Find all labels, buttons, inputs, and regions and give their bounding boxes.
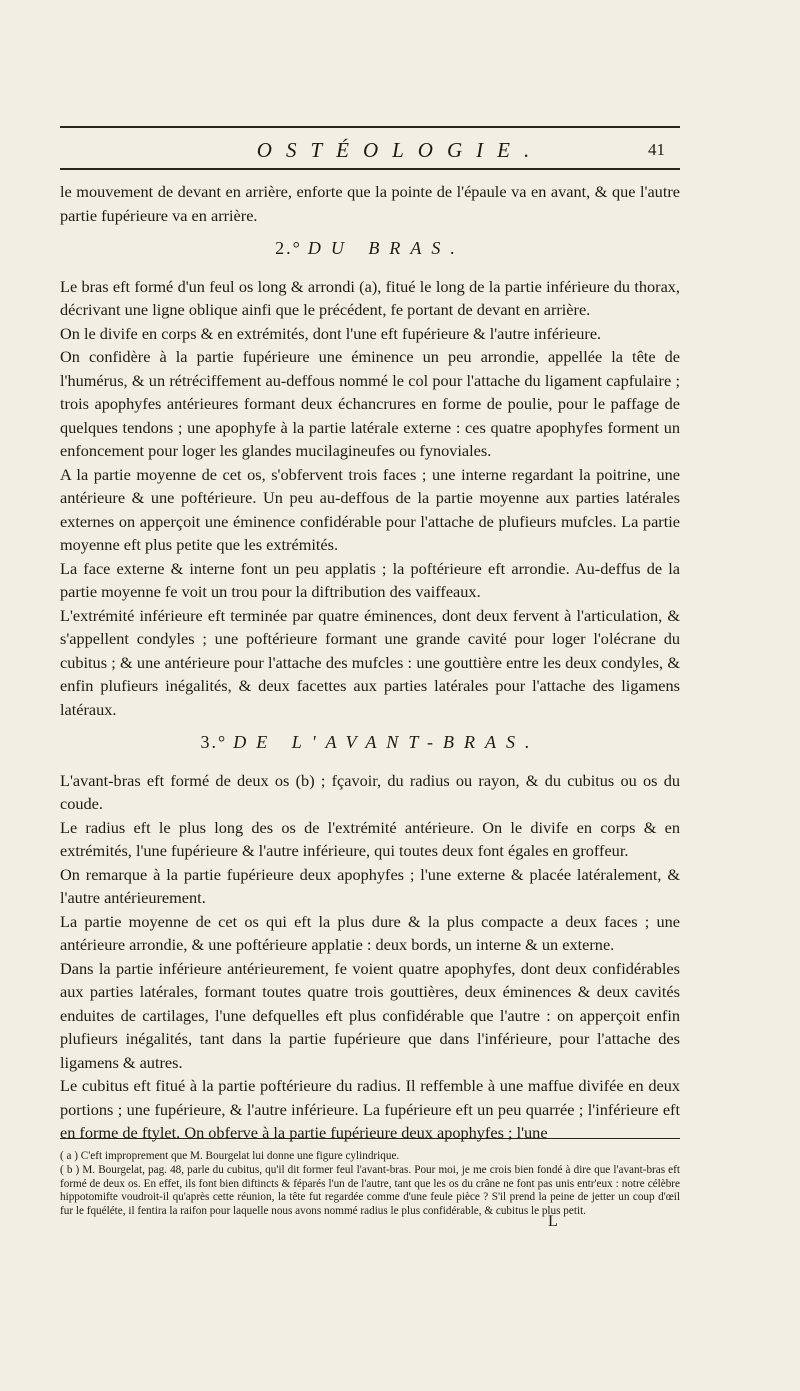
section-title: DU BRAS. — [307, 238, 465, 258]
footnote-b: ( b ) M. Bourgelat, pag. 48, parle du cubitus, qu'il dit former feul l'avant-bras. Pour moi, je me crois bien fondé à dire que l'avant-bras eft formé de deux os. En effet, ils font bien diftincts & féparés l'un de l'autre, tant que les os du crâne ne font pas unis entr'eux : notre célèbre hippotomifte voudroit-il qu'après cette réunion, la tête fut regardée comme d'une feule pièce ? S'il prend la peine de jetter un coup d'œil fur le fquéléte, il fentira la raifon pour laquelle nous avons nommé radius le plus confidérable, & cubitus le plus petit. — [60, 1163, 680, 1218]
paragraph: On le divife en corps & en extrémités, dont l'une eft fupérieure & l'autre inférieure. — [60, 323, 602, 343]
header-bottom-rule — [60, 168, 680, 170]
main-text — [60, 180, 680, 1145]
section-heading-avant-bras — [60, 731, 680, 755]
paragraph: Le cubitus eft fitué à la partie poftérieure du radius. Il reffemble à une maffue divifée en deux portions ; une fupérieure, & l'autre inférieure. La fupérieure eft un peu quarrée ; l'inférieure eft en forme de ftylet. On obferve à la partie fupérieure deux apophyfes ; l'une — [60, 1076, 680, 1142]
paragraph: La partie moyenne de cet os qui eft la plus dure & la plus compacte a deux faces ; une antérieure arrondie, & une poftérieure applatie : deux bords, un interne & un externe. — [60, 911, 680, 954]
section-number: 3.° — [200, 732, 228, 752]
paragraph: Le bras eft formé d'un feul os long & arrondi (a), fitué le long de la partie inférieure du thorax, décrivant une ligne oblique ainfi que le précédent, fe portant de devant en arrière. — [60, 276, 680, 319]
page-number: 41 — [648, 140, 665, 159]
section-title: DE L'AVANT-BRAS. — [233, 732, 540, 752]
footnotes — [60, 1150, 680, 1219]
intro-paragraph: le mouvement de devant en arrière, enforte que la pointe de l'épaule va en avant, & que l'autre partie fupérieure va en arrière. — [60, 182, 680, 225]
running-head: OSTÉOLOGIE. — [256, 138, 544, 162]
paragraph: L'extrémité inférieure eft terminée par quatre éminences, dont deux fervent à l'articulation, & s'appellent condyles ; une poftérieure formant une grande cavité pour loger l'olécrane du cubitus ; & une antérieure pour l'attache des mufcles : une gouttière entre les deux condyles, & enfin plufieurs inégalités, & deux facettes aux parties latérales pour l'attache des ligamens latéraux. — [60, 605, 680, 719]
section-number: 2.° — [275, 238, 302, 258]
paragraph: Le radius eft le plus long des os de l'extrémité antérieure. On le divife en corps & en extrémités, l'une fupérieure & l'autre inférieure, qui toutes deux font égales en groffeur. — [60, 817, 680, 860]
paragraph: On remarque à la partie fupérieure deux apophyfes ; l'une externe & placée latéralement, & l'autre antérieurement. — [60, 864, 680, 907]
paragraph: A la partie moyenne de cet os, s'obfervent trois faces ; une interne regardant la poitrine, une antérieure & une poftérieure. Un peu au-deffous de la partie moyenne aux parties latérales externes on apperçoit une éminence confidérable pour l'attache de plufieurs mufcles. La partie moyenne eft plus petite que les extrémités. — [60, 464, 680, 554]
footnote-rule — [60, 1138, 680, 1139]
footnote-a: ( a ) C'eft improprement que M. Bourgelat lui donne une figure cylindrique. — [60, 1150, 400, 1162]
paragraph: La face externe & interne font un peu applatis ; la poftérieure eft arrondie. Au-deffus de la partie moyenne fe voit un trou pour la diftribution des vaiffeaux. — [60, 558, 680, 601]
section-heading-du-bras — [60, 237, 680, 261]
header-top-rule — [60, 126, 680, 128]
paragraph: On confidère à la partie fupérieure une éminence un peu arrondie, appellée la tête de l'humérus, & un rétréciffement au-deffous nommé le col pour l'attache du ligament capfulaire ; trois apophyfes antérieures formant deux échancrures en forme de poulie, pour le paffage de quelques tendons ; une apophyfe à la partie latérale externe : ces quatre apophyfes forment un enfoncement pour loger les glandes mucilagineufes ou fynoviales. — [60, 347, 680, 460]
paragraph: Dans la partie inférieure antérieurement, fe voient quatre apophyfes, dont deux confidérables aux parties latérales, formant toutes quatre trois gouttières, deux éminences & deux cavités enduites de cartilages, l'une defquelles eft plus confidérable que l'autre : on apperçoit enfin plufieurs inégalités, tant dans la partie fupérieure que dans l'inférieure, pour l'attache des ligamens & autres. — [60, 958, 680, 1072]
paragraph: L'avant-bras eft formé de deux os (b) ; fçavoir, du radius ou rayon, & du cubitus ou os du coude. — [60, 770, 680, 813]
signature-mark: L — [548, 1213, 558, 1230]
